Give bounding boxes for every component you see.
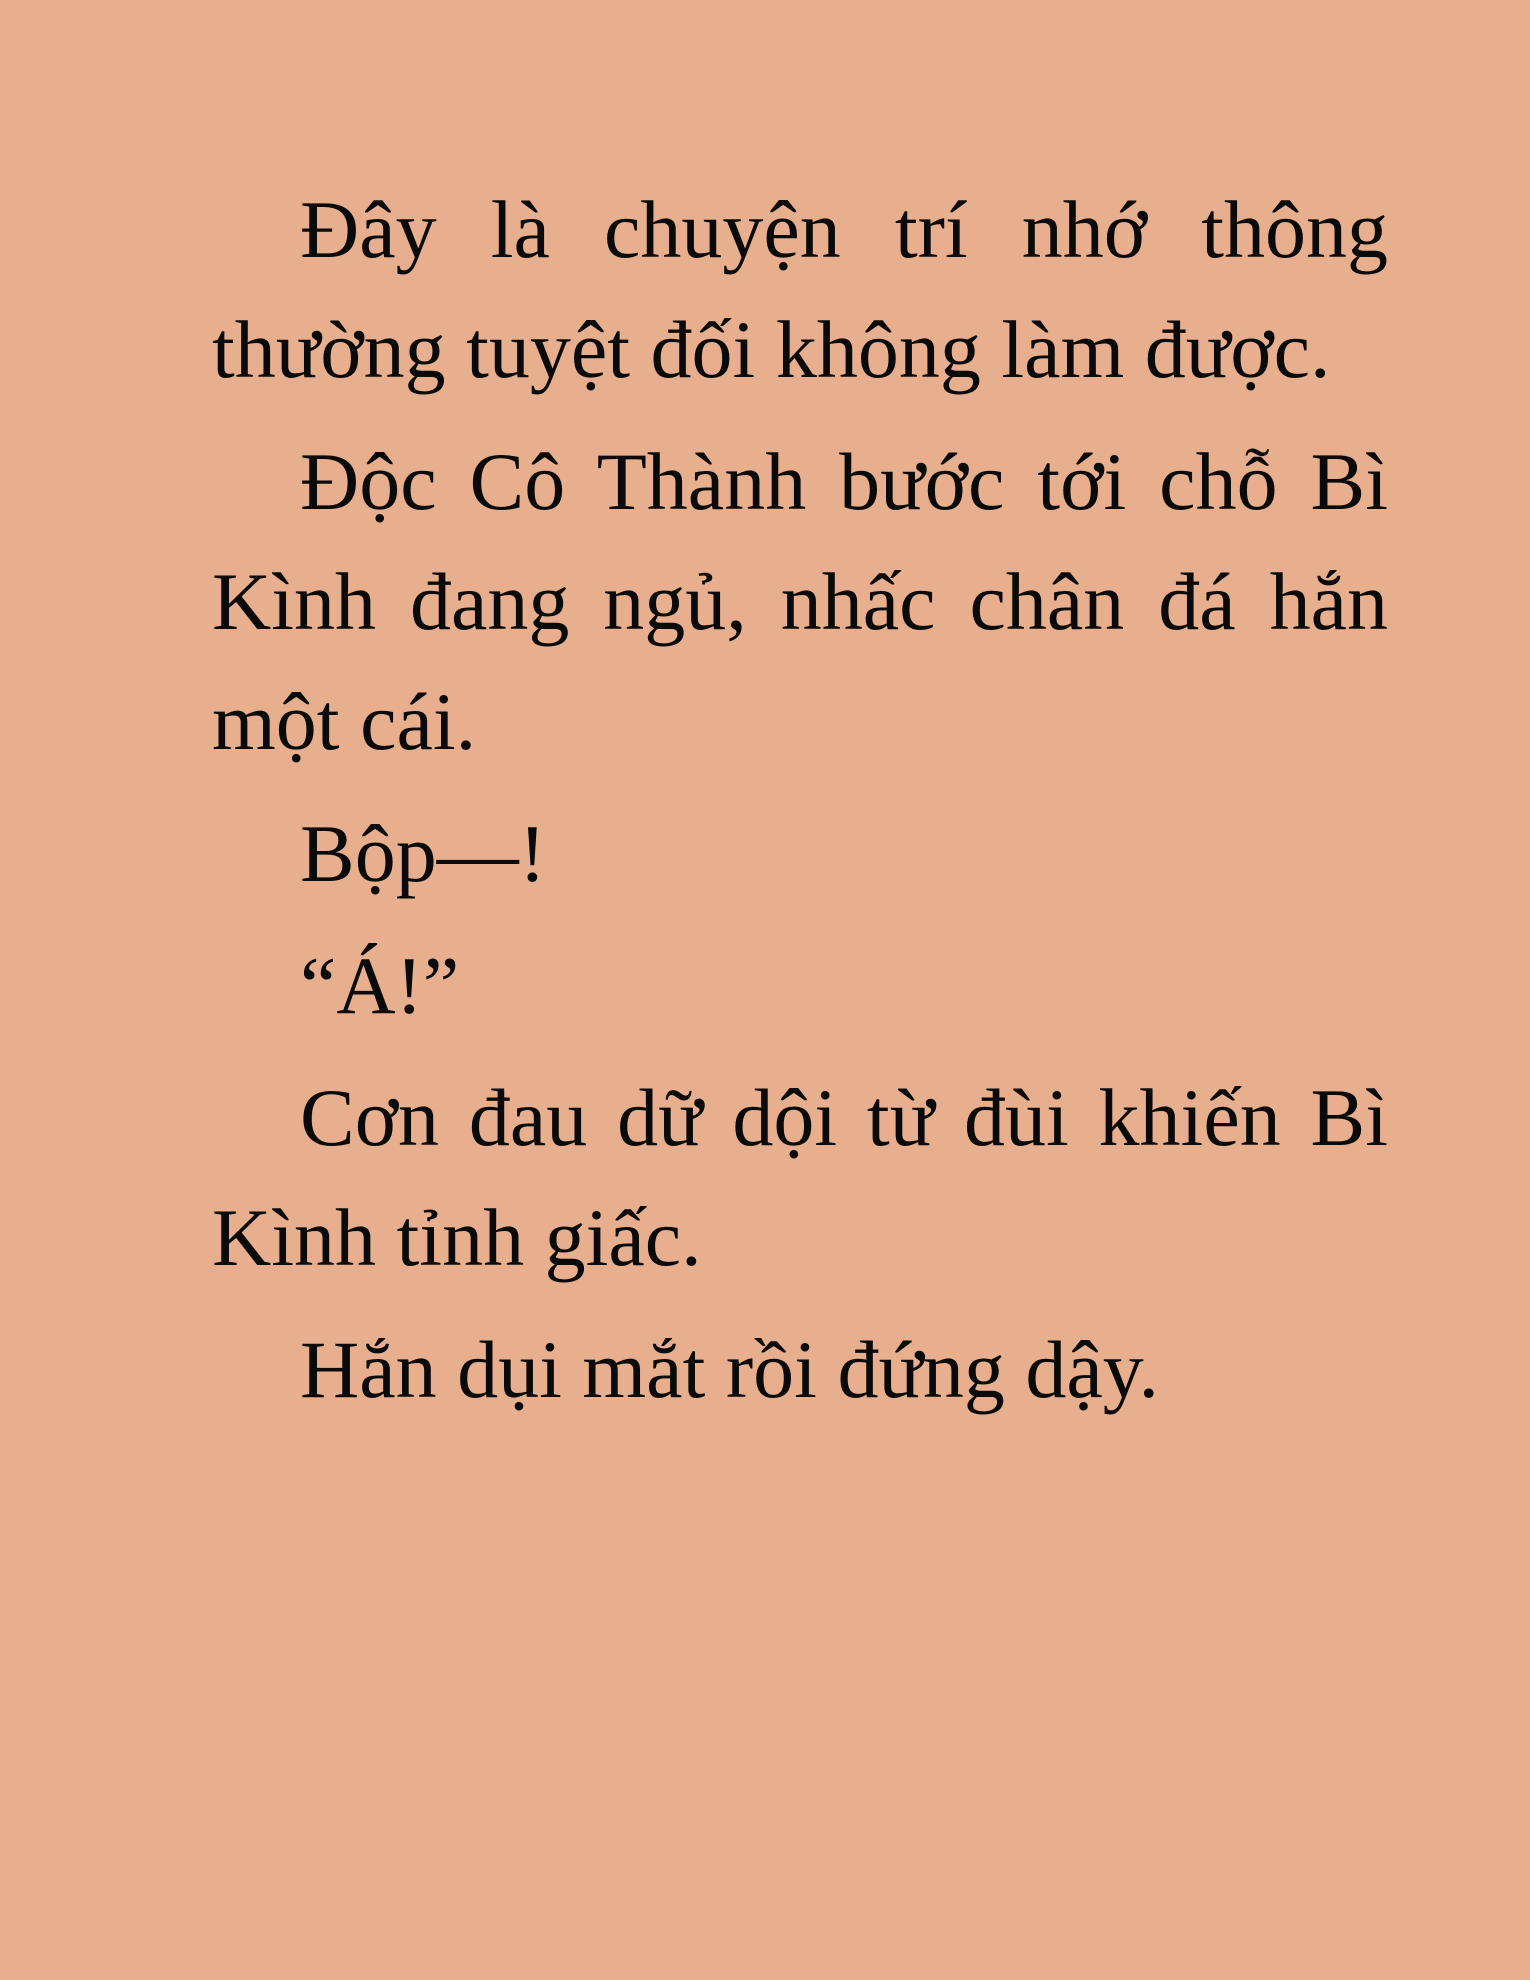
paragraph-3: Bộp—! — [300, 808, 546, 899]
paragraph-6: Hắn dụi mắt rồi đứng dậy. — [300, 1324, 1159, 1415]
paragraph-1: Đây là chuyện trí nhớ thông thường tuyệt đối không làm được. — [212, 184, 1388, 395]
paragraph-2: Độc Cô Thành bước tới chỗ Bì Kình đang ngủ, nhấc chân đá hắn một cái. — [212, 436, 1388, 767]
paragraph-5: Cơn đau dữ dội từ đùi khiến Bì Kình tỉnh giấc. — [212, 1072, 1388, 1283]
paragraph-4: “Á!” — [300, 940, 460, 1031]
text-body — [212, 170, 1388, 1442]
